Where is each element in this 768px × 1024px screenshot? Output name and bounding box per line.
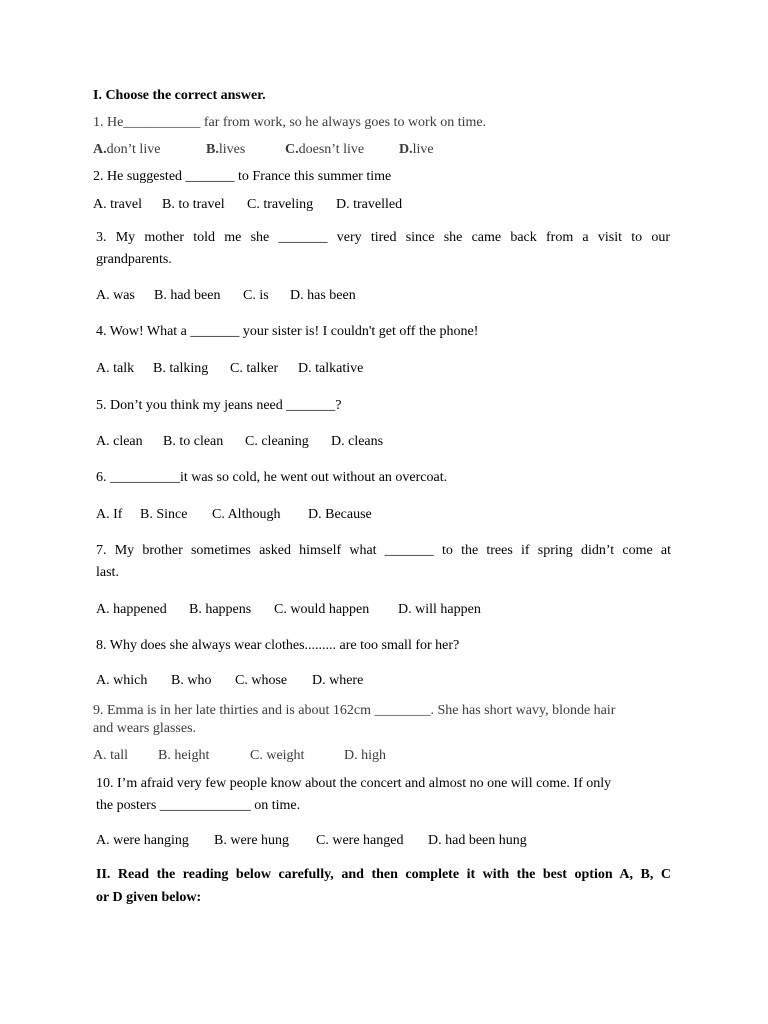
option-c: C. weight (250, 748, 305, 763)
option-c: C. traveling (247, 197, 314, 212)
option-b: B. height (158, 748, 210, 763)
question-7-options (96, 600, 481, 620)
section-2-title-line-1: II. Read the reading below carefully, and then complete it with the best option A, B, C (96, 867, 671, 882)
section-2-title-line-2: or D given below: (96, 890, 202, 905)
option-c: C. Although (212, 507, 281, 522)
option-text: live (412, 142, 434, 157)
question-6-stem: 6. __________it was so cold, he went out without an overcoat. (96, 470, 448, 485)
option-a: A. talk (96, 361, 135, 376)
option-b (206, 140, 285, 160)
question-3-stem-line-1: 3. My mother told me she _______ very tired since she came back from a visit to our (96, 230, 670, 245)
question-10-options (96, 831, 527, 851)
option-b: B. who (171, 673, 212, 688)
option-b: B. to travel (162, 197, 225, 212)
option-d: D. had been hung (428, 833, 527, 848)
option-c: C. were hanged (316, 833, 404, 848)
option-b: B. talking (153, 361, 209, 376)
section-1-title: I. Choose the correct answer. (93, 88, 266, 103)
option-b: B. happens (189, 602, 252, 617)
question-10-stem-line-2: the posters _____________ on time. (96, 798, 301, 813)
question-3-stem-line-2: grandparents. (96, 252, 172, 267)
question-9-stem-line-2: and wears glasses. (93, 721, 197, 736)
option-b: B. to clean (163, 434, 224, 449)
option-d: D. Because (308, 507, 372, 522)
option-a: A. which (96, 673, 148, 688)
question-6-options (96, 505, 372, 525)
option-letter: A. (93, 142, 107, 157)
question-2-options (93, 195, 402, 215)
option-letter: C. (285, 142, 299, 157)
option-letter: D. (399, 142, 413, 157)
option-b: B. Since (140, 507, 188, 522)
question-3-options (96, 286, 356, 306)
option-c: C. talker (230, 361, 279, 376)
question-7-stem-line-1: 7. My brother sometimes asked himself what _______ to the trees if spring didn’t come at (96, 543, 671, 558)
option-c: C. whose (235, 673, 288, 688)
option-d: D. cleans (331, 434, 384, 449)
option-d (399, 140, 434, 160)
option-b: B. had been (154, 288, 221, 303)
option-letter: B. (206, 142, 219, 157)
question-9-stem-line-1: 9. Emma is in her late thirties and is about 162cm ________. She has short wavy, blonde hair (93, 703, 616, 718)
option-c: C. cleaning (245, 434, 309, 449)
option-d: D. will happen (398, 602, 481, 617)
question-7-stem-line-2: last. (96, 565, 119, 580)
option-text: lives (218, 142, 246, 157)
option-b: B. were hung (214, 833, 290, 848)
option-d: D. high (344, 748, 386, 763)
option-a: A. tall (93, 748, 128, 763)
question-1-options (93, 140, 434, 160)
option-a (93, 140, 206, 160)
option-c: C. would happen (274, 602, 370, 617)
option-d: D. talkative (298, 361, 364, 376)
question-2-stem: 2. He suggested _______ to France this summer time (93, 169, 392, 184)
question-5-options (96, 432, 383, 452)
question-4-options (96, 359, 363, 379)
option-a: A. clean (96, 434, 143, 449)
option-c (285, 140, 399, 160)
question-9-options (93, 746, 386, 766)
question-10-stem-line-1: 10. I’m afraid very few people know about the concert and almost no one will come. If only (96, 776, 612, 791)
option-c: C. is (243, 288, 269, 303)
question-8-stem: 8. Why does she always wear clothes......... are too small for her? (96, 638, 460, 653)
option-text: don’t live (106, 142, 161, 157)
option-a: A. was (96, 288, 135, 303)
option-d: D. travelled (336, 197, 403, 212)
option-a: A. If (96, 507, 123, 522)
option-text: doesn’t live (298, 142, 365, 157)
option-d: D. has been (290, 288, 356, 303)
question-1-stem: 1. He___________ far from work, so he always goes to work on time. (93, 115, 487, 130)
option-a: A. travel (93, 197, 142, 212)
option-a: A. happened (96, 602, 167, 617)
question-8-options (96, 671, 363, 691)
question-4-stem: 4. Wow! What a _______ your sister is! I couldn't get off the phone! (96, 324, 479, 339)
option-d: D. where (312, 673, 364, 688)
question-5-stem: 5. Don’t you think my jeans need _______? (96, 398, 342, 413)
option-a: A. were hanging (96, 833, 189, 848)
